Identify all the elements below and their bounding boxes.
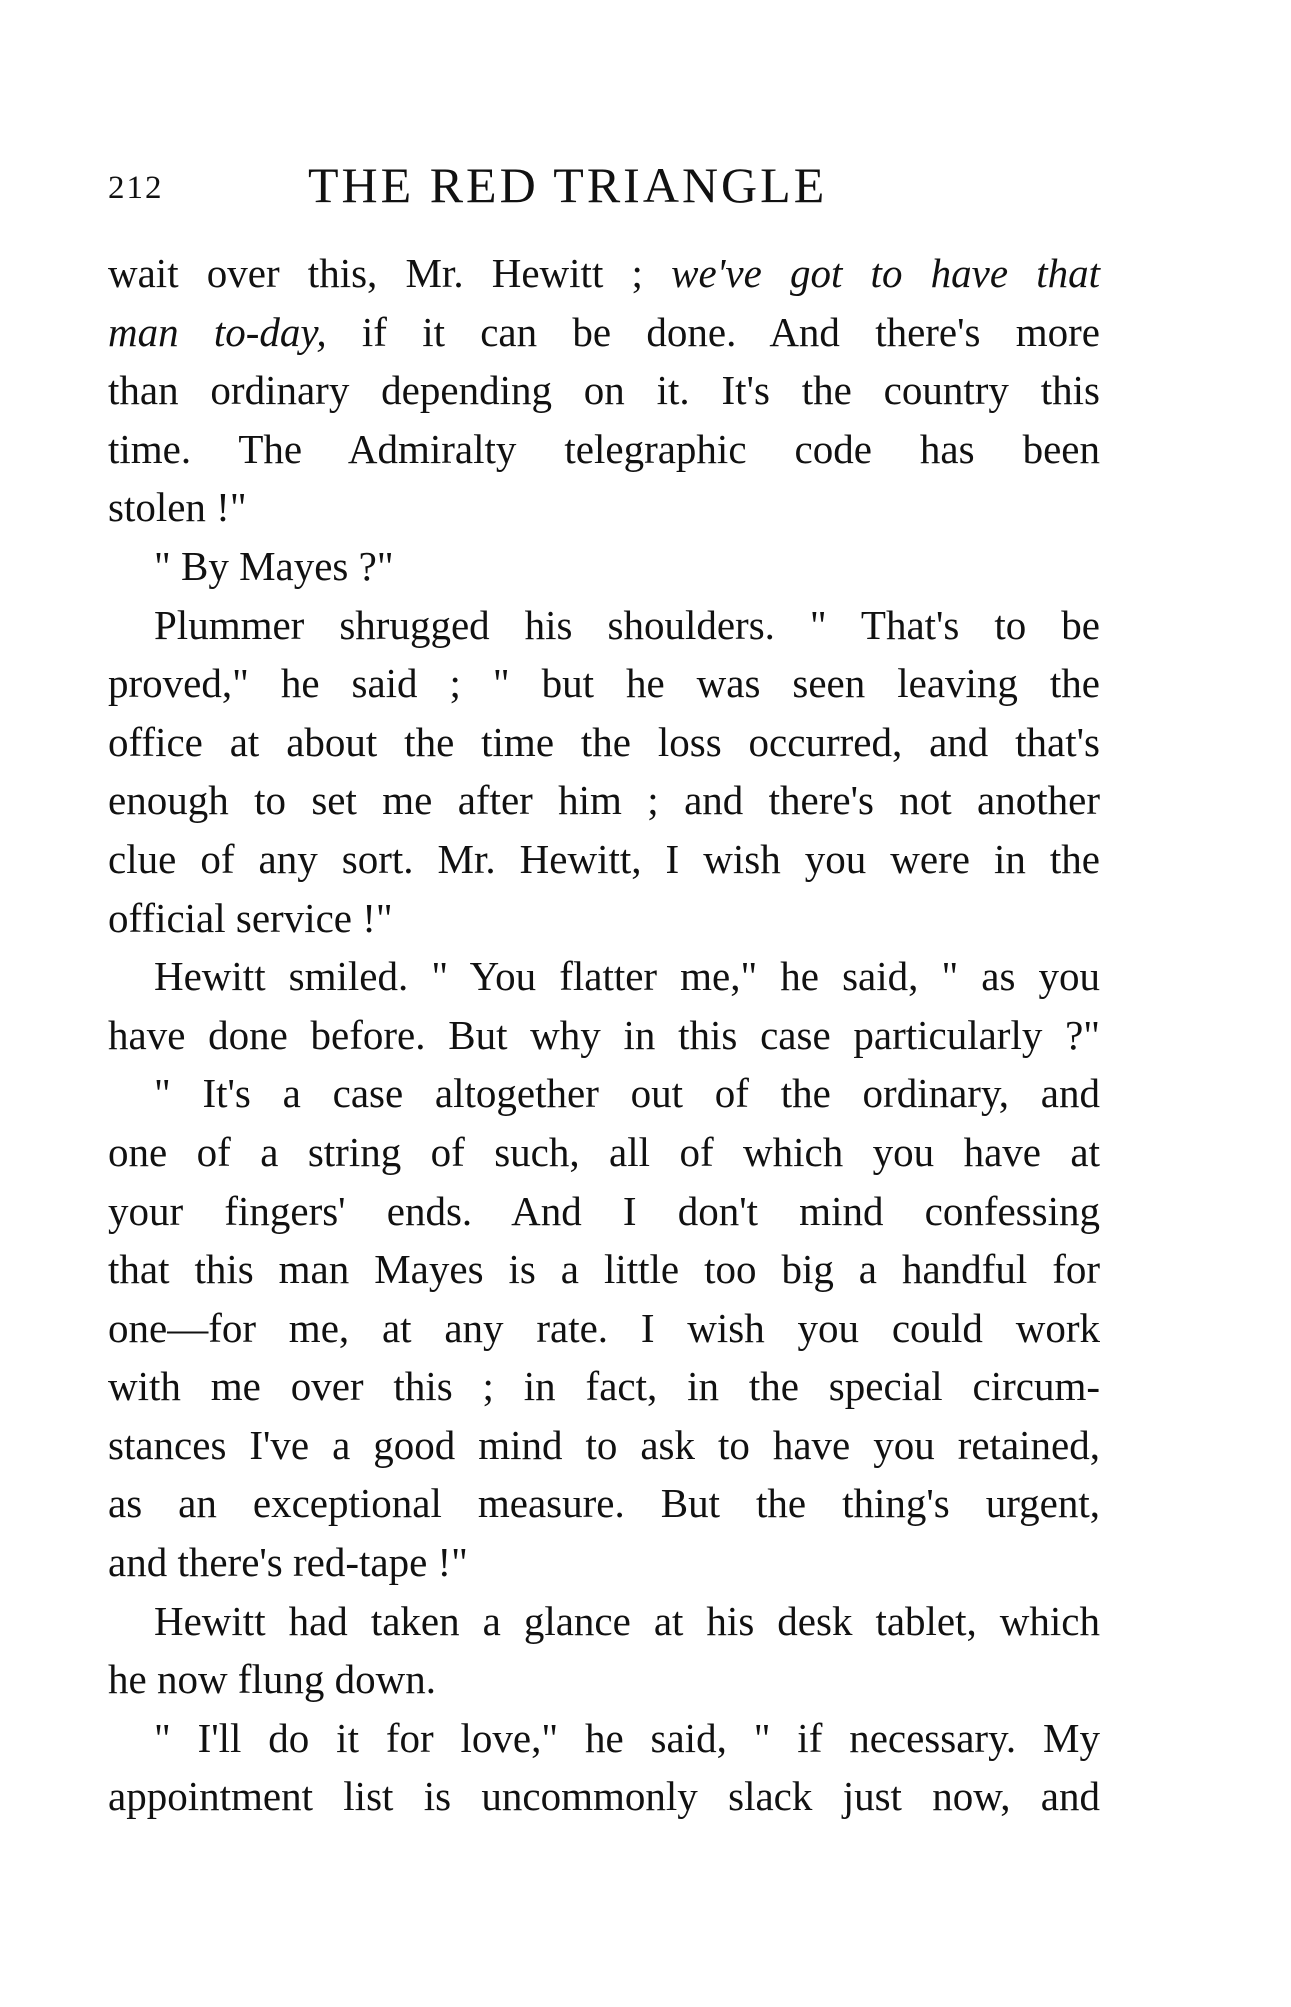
text-segment: one—for me, at any rate. I wish you could work bbox=[108, 1304, 1100, 1351]
text-line bbox=[108, 1709, 1100, 1768]
text-segment: official service !" bbox=[108, 894, 393, 941]
text-line bbox=[108, 830, 1100, 889]
text-segment: have done before. But why in this case particularly ?" bbox=[108, 1011, 1100, 1058]
text-line bbox=[108, 1240, 1100, 1299]
text-segment: with me over this ; in fact, in the special circum- bbox=[108, 1363, 1100, 1410]
text-line bbox=[108, 420, 1100, 479]
text-segment: " By Mayes ?" bbox=[154, 542, 394, 589]
text-line bbox=[108, 1650, 1100, 1709]
text-segment: your fingers' ends. And I don't mind confessing bbox=[108, 1187, 1100, 1234]
text-segment: than ordinary depending on it. It's the country this bbox=[108, 367, 1100, 414]
text-line bbox=[108, 1357, 1100, 1416]
text-line bbox=[108, 478, 1100, 537]
text-line bbox=[108, 1182, 1100, 1241]
page-number: 212 bbox=[108, 170, 164, 206]
text-segment: and there's red-tape !" bbox=[108, 1539, 468, 1586]
text-line bbox=[108, 1123, 1100, 1182]
text-line bbox=[108, 1416, 1100, 1475]
text-segment: appointment list is uncommonly slack just now, and bbox=[108, 1773, 1100, 1820]
text-line bbox=[108, 947, 1100, 1006]
page-header bbox=[108, 152, 1108, 222]
text-segment: clue of any sort. Mr. Hewitt, I wish you were in the bbox=[108, 835, 1100, 882]
text-line bbox=[108, 1474, 1100, 1533]
text-line bbox=[108, 303, 1100, 362]
text-segment: Hewitt had taken a glance at his desk tablet, which bbox=[154, 1597, 1100, 1644]
text-line bbox=[108, 889, 1100, 948]
text-segment: stances I've a good mind to ask to have you retained, bbox=[108, 1421, 1100, 1468]
text-line bbox=[108, 1299, 1100, 1358]
text-segment: proved," he said ; " but he was seen leaving the bbox=[108, 660, 1100, 707]
text-line bbox=[108, 596, 1100, 655]
text-line bbox=[108, 654, 1100, 713]
text-line bbox=[108, 1064, 1100, 1123]
text-segment: time. The Admiralty telegraphic code has been bbox=[108, 425, 1100, 472]
text-line bbox=[108, 1533, 1100, 1592]
body-text bbox=[108, 244, 1100, 1826]
text-segment: enough to set me after him ; and there's not another bbox=[108, 777, 1100, 824]
text-line bbox=[108, 1767, 1100, 1826]
running-title: THE RED TRIANGLE bbox=[308, 157, 828, 213]
text-segment: " It's a case altogether out of the ordinary, and bbox=[154, 1070, 1100, 1117]
text-segment: stolen !" bbox=[108, 484, 247, 531]
text-segment: Plummer shrugged his shoulders. " That's to be bbox=[154, 601, 1100, 648]
text-segment: one of a string of such, all of which you have at bbox=[108, 1128, 1100, 1175]
text-segment: as an exceptional measure. But the thing's urgent, bbox=[108, 1480, 1100, 1527]
text-segment: office at about the time the loss occurred, and that's bbox=[108, 718, 1100, 765]
text-segment: he now flung down. bbox=[108, 1656, 436, 1703]
text-line bbox=[108, 537, 1100, 596]
text-line bbox=[108, 771, 1100, 830]
text-segment: " I'll do it for love," he said, " if necessary. My bbox=[154, 1714, 1100, 1761]
text-line bbox=[108, 361, 1100, 420]
text-segment: wait over this, Mr. Hewitt ; bbox=[108, 250, 672, 296]
text-line bbox=[108, 1592, 1100, 1651]
text-segment: Hewitt smiled. " You flatter me," he said, " as you bbox=[154, 953, 1100, 1000]
text-line bbox=[108, 713, 1100, 772]
text-line bbox=[108, 1006, 1100, 1065]
text-segment: that this man Mayes is a little too big a handful for bbox=[108, 1246, 1100, 1293]
text-line bbox=[108, 244, 1100, 303]
italic-text: man to-day, bbox=[108, 308, 327, 355]
text-segment: if it can be done. And there's more bbox=[326, 308, 1100, 355]
italic-text: we've got to have that bbox=[671, 250, 1100, 296]
